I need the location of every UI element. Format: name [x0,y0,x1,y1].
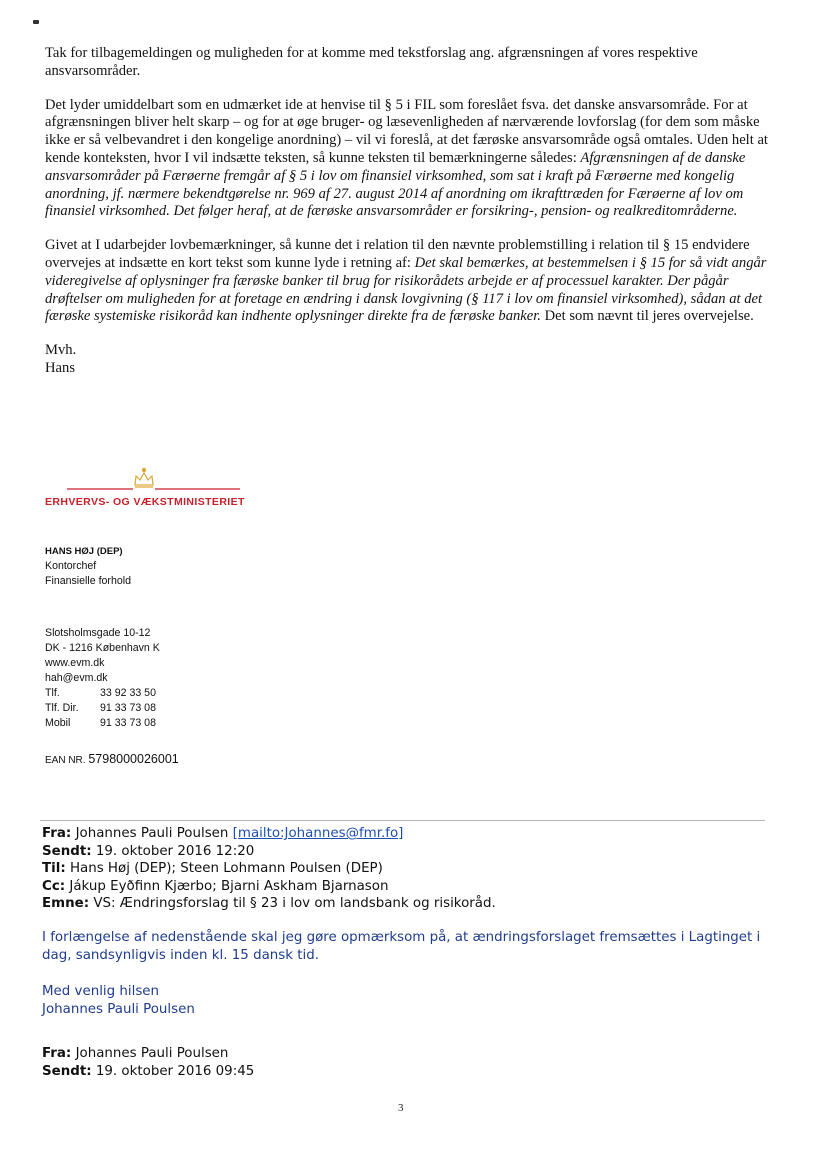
email-from-row [42,1045,782,1063]
phone-label: Tlf. [45,687,60,699]
ministry-name: ERHVERVS- OG VÆKSTMINISTERIET [45,496,245,508]
proposal-quote: Afgrænsningen af de danske ansvarsområder på Færøerne fremgår af § 5 i lov om finansiel virksomhed, som sat i kraft på Færøerne med kongelig anordning, jf. nærmere bekendtgørelse nr. 969 af 27. august 2014 af anordning om ikrafttræden for Færøerne af lov om finansiel virksomhed. Det følger heraf, at de færøske ansvarsområder er forsikring-, pension- og realkreditområderne. [45,149,746,220]
signature: Hans [45,359,75,376]
scan-artifact [33,20,39,24]
closing-block [45,342,775,378]
email-header-earlier [42,1045,782,1080]
section-15-text: Givet at I udarbejder lovbemærkninger, så kunne det i relation til den nævnte problemstilling i relation til § 15 endvidere overvejes at indsætte en kort tekst som kunne lyde i retning af: [45,237,750,271]
email-header [42,825,782,913]
subject-label: Emne: [42,896,90,911]
contact-details [45,626,160,731]
phone-number: 91 33 73 08 [100,717,156,729]
letter-body [45,45,775,378]
contact-email[interactable]: hah@evm.dk [45,672,108,684]
phone-row [45,716,160,731]
from-name: Johannes Pauli Poulsen [75,1046,229,1061]
email-cc-row [42,878,782,896]
section-15-quote: Det skal bemærkes, at bestemmelsen i § 15 for så vidt angår videregivelse af oplysninger fra færøske banker til brug for risikorådets arbejde er af processuel karakter. Der pågår drøftelser om muligheden for at foretage en ændring i dansk lovgivning (§ 117 i lov om finansiel virksomhed), sådan at det færøske systemiske risikoråd kan indhente oplysninger direkte fra de færøske banker. [45,254,767,325]
email-from-row [42,825,782,843]
contact-title: Kontorchef [45,560,97,572]
phone-number: 91 33 73 08 [100,702,156,714]
contact-person [45,544,131,589]
cc-label: Cc: [42,878,66,894]
contact-street: Slotsholmsgade 10-12 [45,627,151,639]
to-label: Til: [42,861,66,876]
sender-name: Johannes Pauli Poulsen [42,1001,195,1017]
email-signoff [42,983,782,1018]
subject-text: VS: Ændringsforslag til § 23 i lov om landsbank og risikoråd. [93,896,496,911]
sent-label: Sendt: [42,1063,92,1079]
phone-label: Tlf. Dir. [45,702,79,714]
paragraph-intro: Tak for tilbagemeldingen og muligheden for at komme med tekstforslag ang. afgrænsningen af vores respektive ansvarsområder. [45,45,698,79]
sent-date: 19. oktober 2016 12:20 [95,843,255,859]
paragraph-section-15 [45,237,775,326]
section-15-end: Det som nævnt til jeres overvejelse. [544,308,754,325]
contact-department: Finansielle forhold [45,575,131,587]
phone-row [45,686,160,701]
crown-icon [135,468,153,487]
cc-recipients: Jákup Eyðfinn Kjærbo; Bjarni Askham Bjarnason [69,878,389,894]
from-mailto-link[interactable]: [mailto:Johannes@fmr.fo] [232,826,404,841]
email-sent-row [42,843,782,861]
proposal-text: Det lyder umiddelbart som en udmærket ide at henvise til § 5 i FIL som foreslået fsva. det danske ansvarsområde. For at afgrænsningen bliver helt skarp – og for at øge bruger- og læsevenligheden af nærværende lovforslag (for dem som måske ikke er så velbevandret i den kongelige anordning) – vil vi foreslå, at det færøske ansvarsområde også omtales. Uden helt at kende konteksten, hvor I vil indsætte teksten, så kunne teksten til bemærkningerne således: [45,96,768,166]
contact-name: HANS HØJ (DEP) [45,546,123,557]
email-subject-row [42,895,782,913]
paragraph-proposal [45,97,775,222]
from-name: Johannes Pauli Poulsen [75,826,229,841]
email-body: I forlængelse af nedenstående skal jeg gøre opmærksom på, at ændringsforslaget fremsættes i Lagtinget i dag, sandsynligvis inden kl. 15 dansk tid. [42,930,761,963]
ean-number: 5798000026001 [88,752,179,766]
email-sent-row [42,1063,782,1081]
from-label: Fra: [42,826,72,841]
contact-web[interactable]: www.evm.dk [45,657,105,669]
sent-label: Sendt: [42,843,92,859]
sent-date: 19. oktober 2016 09:45 [95,1063,255,1079]
ean-label: EAN NR. [45,755,86,766]
to-recipients: Hans Høj (DEP); Steen Lohmann Poulsen (DEP) [69,861,383,876]
phone-row [45,701,160,716]
greeting: Med venlig hilsen [42,984,160,999]
from-label: Fra: [42,1046,72,1061]
ean-line [45,752,179,766]
phone-label: Mobil [45,717,71,729]
email-to-row [42,860,782,878]
closing: Mvh. [45,342,77,359]
phone-number: 33 92 33 50 [100,687,156,699]
contact-city: DK - 1216 København K [45,642,160,654]
email-separator [40,820,765,821]
page-number: 3 [398,1102,404,1114]
